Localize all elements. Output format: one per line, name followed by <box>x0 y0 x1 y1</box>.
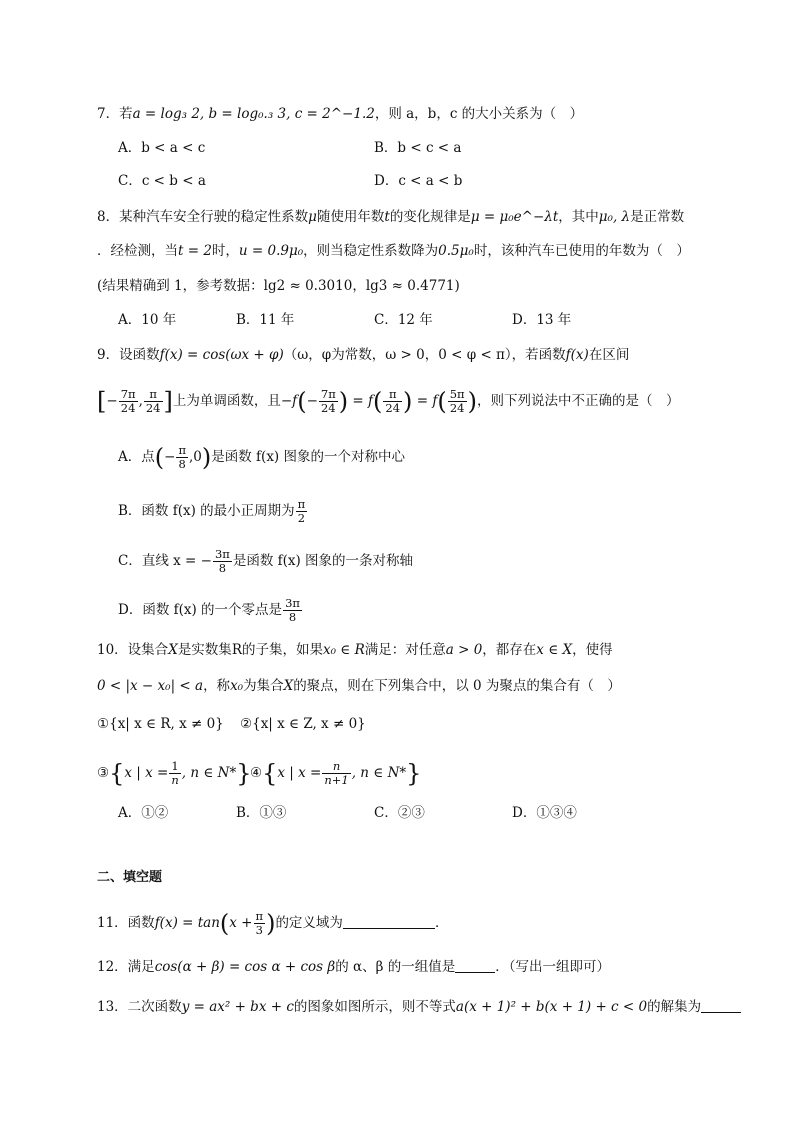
numerator: π <box>144 388 163 402</box>
denominator: 24 <box>385 401 401 415</box>
fraction <box>448 388 467 415</box>
fraction <box>383 388 402 415</box>
q10-option-b[interactable]: B．①③ <box>236 805 287 821</box>
q9-option-d[interactable] <box>118 597 303 624</box>
q11-stem: 11．函数f(x) = tan(x + $\frac{\pi}{3}$ )的定义域为 ． <box>97 909 449 938</box>
q10-var: a > 0 <box>445 642 483 658</box>
q8-text: 8．某种汽车安全行驶的稳定性系数 <box>97 209 309 225</box>
q10-line1 <box>97 640 613 660</box>
denominator: n+1 <box>324 773 349 787</box>
denominator: 24 <box>320 401 336 415</box>
q8-cond: u = 0.9μ₀ <box>238 243 304 259</box>
numerator: π <box>297 497 306 511</box>
denominator: 8 <box>178 457 186 471</box>
q8-option-a[interactable]: A．10 年 <box>118 312 177 328</box>
q10-text: ，使得 <box>572 642 613 658</box>
q12-expr: cos(α + β) = cos α + cos β <box>154 959 336 975</box>
q8-line3: (结果精确到 1，参考数据：lg2 ≈ 0.3010，lg3 ≈ 0.4771) <box>97 278 460 294</box>
q10-option-a[interactable]: A．①② <box>118 805 169 821</box>
denominator: 2 <box>297 511 306 525</box>
q10-line2 <box>97 676 621 696</box>
q10-text: 10．设集合 <box>97 642 169 658</box>
bracket: ] <box>163 387 173 416</box>
q10-text: 的聚点，则在下列集合中，以 0 为聚点的集合有（ ） <box>293 678 621 694</box>
numerator: π <box>178 443 186 457</box>
q11-text: 的定义域为 <box>275 915 343 931</box>
denominator: 24 <box>145 401 161 415</box>
numerator: n <box>322 760 350 774</box>
q10-var: X <box>283 678 294 694</box>
q7-stem <box>97 104 583 124</box>
q8-text: 随使用年数 <box>316 209 385 225</box>
q9-line1 <box>97 345 629 365</box>
denominator: 3 <box>255 923 263 937</box>
numerator: 7π <box>320 387 336 401</box>
section-heading: 二、填空题 <box>97 870 163 885</box>
q8-line1 <box>97 207 684 227</box>
numerator: π <box>255 909 264 923</box>
fraction <box>283 597 302 624</box>
q7-lead: 7．若 <box>97 106 133 122</box>
set-marker: ③ <box>97 765 110 781</box>
denominator: n <box>171 773 179 787</box>
q8-option-c[interactable]: C．12 年 <box>374 312 433 328</box>
q9-opt-text: B．函数 f(x) 的最小正周期为 <box>118 503 295 519</box>
numerator: 3π <box>214 547 230 561</box>
q7-option-b[interactable]: B．b < c < a <box>374 140 462 156</box>
denominator: 24 <box>120 401 136 415</box>
q9-opt-text: 是函数 f(x) 图象的一条对称轴 <box>232 553 414 569</box>
q10-var: x ∈ X <box>536 642 573 658</box>
q13-ineq: a(x + 1)² + b(x + 1) + c < 0 <box>455 999 648 1015</box>
q10-option-d[interactable]: D．①③④ <box>512 805 577 821</box>
set-text: , n ∈ N* <box>351 765 407 781</box>
q10-set-2: ②{x| x ∈ Z, x ≠ 0} <box>240 716 366 732</box>
q9-option-a[interactable]: A．点(− $\frac{\pi}{8}$ ,0)是函数 f(x) 图象的一个对称中心 <box>118 443 405 472</box>
fraction <box>176 444 188 471</box>
set-marker: ④ <box>250 765 263 781</box>
q8-text: 时，该种汽车已使用的年数为（ ） <box>473 243 690 259</box>
q9-opt-text: D．函数 f(x) 的一个零点是 <box>118 602 283 618</box>
q8-cond: 0.5μ₀ <box>438 243 474 259</box>
q10-text: ，称 <box>203 678 231 694</box>
q9-text: （ω，φ为常数，ω > 0，0 < φ < π），若函数 <box>283 347 566 363</box>
q13-expr: y = ax² + bx + c <box>181 999 294 1015</box>
q13-text: 的解集为 <box>647 999 702 1015</box>
q13-text: 的图象如图所示，则不等式 <box>293 999 456 1015</box>
q8-text: 时， <box>211 243 239 259</box>
q9-opt-text: 是函数 f(x) 图象的一个对称中心 <box>211 449 405 465</box>
q7-option-d[interactable]: D．c < a < b <box>374 173 463 189</box>
q10-var: 0 < |x − x₀| < a <box>97 678 204 694</box>
answer-blank[interactable] <box>455 959 495 973</box>
fraction <box>254 910 266 937</box>
denominator: 8 <box>288 610 297 624</box>
set-text: , n ∈ N* <box>181 765 237 781</box>
q9-opt-text: A．点 <box>118 449 155 465</box>
numerator: 5π <box>449 387 465 401</box>
numerator: 1 <box>169 760 180 774</box>
q8-text: ，则当稳定性系数降为 <box>303 243 439 259</box>
fraction <box>322 760 350 787</box>
q9-line2: [− $\frac{7\pi}{24}$ , $\frac{\pi}{24}$ ]上为单调函数，且−f(− $\frac{7\pi}{24}$ ) = f( $\frac{\pi}{24}$ ) = f( $\frac{5\pi}{24}$ )，则下列说法中不正确的是（ ） <box>97 387 680 416</box>
q10-text: 是实数集 <box>177 642 232 658</box>
q9-fx: f(x) = cos(ωx + φ) <box>159 347 284 363</box>
q7-expr: a = log₃ 2, b = log₀.₃ 3, c = 2^−1.2 <box>132 106 375 122</box>
q10-var: X <box>168 642 178 658</box>
q9-opt-text: C．直线 x = − <box>118 553 212 569</box>
q8-option-b[interactable]: B．11 年 <box>236 312 295 328</box>
q8-text: ．经检测，当 <box>97 243 178 259</box>
q13-stem <box>97 997 741 1017</box>
q11-text: ． <box>434 915 449 931</box>
q9-text: ，则下列说法中不正确的是（ ） <box>476 393 680 409</box>
q12-stem <box>97 957 610 977</box>
q7-option-a[interactable]: A．b < a < c <box>118 140 206 156</box>
q12-text: ．（写出一组即可） <box>495 959 610 975</box>
denominator: 8 <box>218 561 227 575</box>
q10-set-1: ①{x| x ∈ R, x ≠ 0} <box>97 716 224 732</box>
answer-blank[interactable] <box>701 999 741 1013</box>
q8-params: μ₀, λ <box>598 209 631 225</box>
q11-fx: f(x) = tan <box>154 915 220 931</box>
q8-formula: μ = μ₀e^−λt <box>470 209 559 225</box>
q10-text: ，都存在 <box>482 642 537 658</box>
q8-line2 <box>97 241 690 261</box>
q9-fx: f(x) <box>565 347 589 363</box>
numerator: 7π <box>120 387 136 401</box>
q9-text: 9．设函数 <box>97 347 160 363</box>
set-text: x | x = <box>277 765 322 781</box>
denominator: 24 <box>449 401 465 415</box>
q8-text: ，其中 <box>558 209 599 225</box>
q11-text: 11．函数 <box>97 915 155 931</box>
bracket: [ <box>97 387 107 416</box>
fraction <box>169 760 180 787</box>
fraction <box>144 388 163 415</box>
q10-var: x₀ <box>230 678 244 694</box>
q11-x: x + <box>229 915 253 931</box>
answer-blank[interactable] <box>343 915 435 929</box>
q10-set-3: ③{x | x = $\frac{1}{n}$ , n ∈ N*} <box>97 759 252 788</box>
q13-text: 13．二次函数 <box>97 999 182 1015</box>
q10-option-c[interactable]: C．②③ <box>374 805 425 821</box>
q8-text: 的变化规律是 <box>389 209 471 225</box>
q8-t: t <box>384 209 390 225</box>
q10-text: 满足：对任意 <box>364 642 446 658</box>
fraction <box>319 388 338 415</box>
set-text: x | x = <box>124 765 169 781</box>
q8-option-d[interactable]: D．13 年 <box>512 312 572 328</box>
fraction <box>213 548 232 575</box>
q7-tail: ，则 a，b，c 的大小关系为（ ） <box>374 106 584 122</box>
q9-option-c[interactable] <box>118 548 413 575</box>
q10-var: x₀ ∈ R <box>322 642 365 658</box>
q10-set-4: ④{x | x = $\frac{n}{n+1}$ , n ∈ N*} <box>250 759 422 788</box>
q10-text: 为集合 <box>243 678 284 694</box>
fraction <box>119 388 138 415</box>
q8-cond: t = 2 <box>178 243 212 259</box>
numerator: 3π <box>285 596 300 610</box>
q8-text: 是正常数 <box>630 209 685 225</box>
q12-text: 的 α、β 的一组值是 <box>335 959 456 975</box>
q12-text: 12．满足 <box>97 959 155 975</box>
q9-text: 上为单调函数，且 <box>172 393 281 409</box>
q8-mu: μ <box>308 209 317 225</box>
numerator: π <box>383 388 402 402</box>
q10-var: R <box>231 642 242 658</box>
q7-option-c[interactable]: C．c < b < a <box>118 173 206 189</box>
q9-text: 在区间 <box>588 347 630 363</box>
fraction <box>296 498 308 525</box>
q10-text: 的子集，如果 <box>241 642 323 658</box>
q9-option-b[interactable] <box>118 498 308 525</box>
